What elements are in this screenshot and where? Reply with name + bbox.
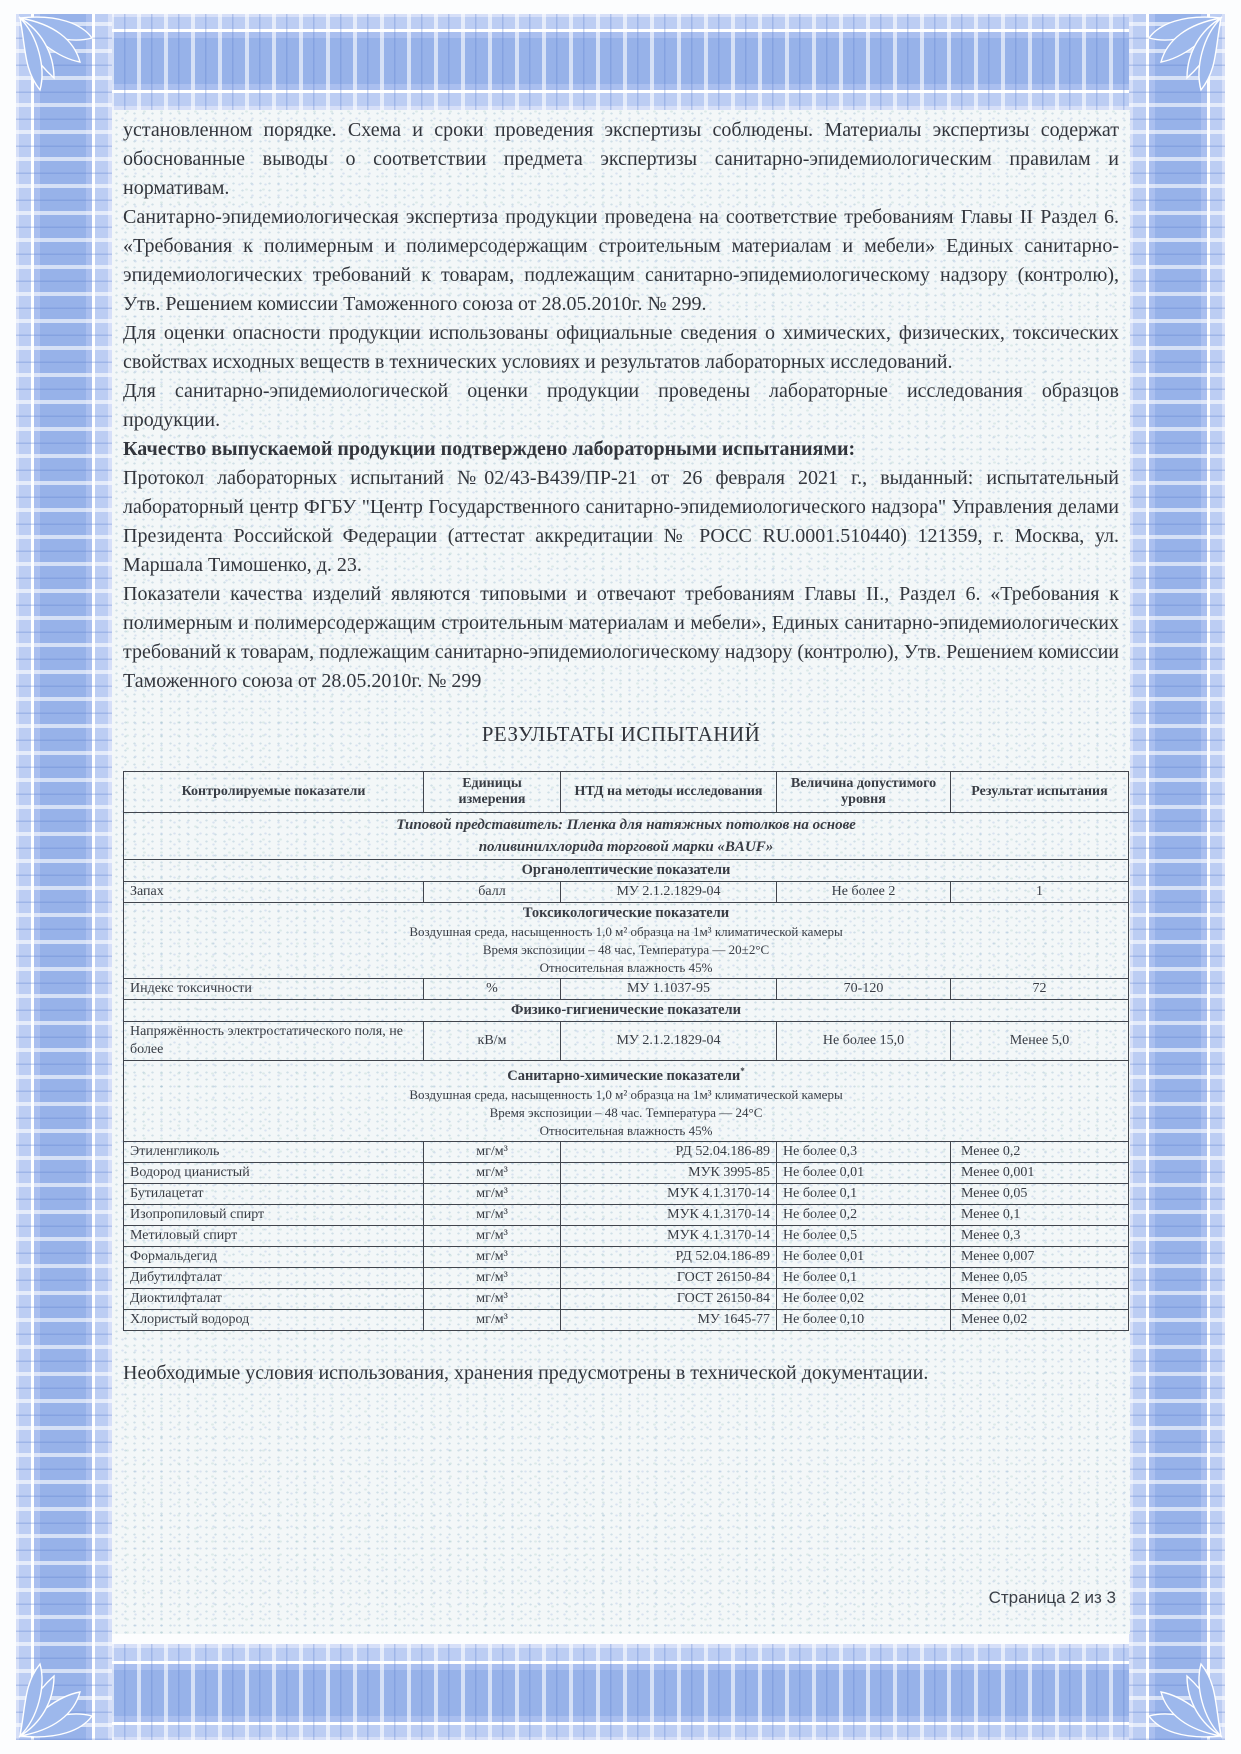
- table-row: [124, 1162, 1129, 1183]
- section-row: [124, 860, 1129, 882]
- section-row: [124, 1000, 1129, 1022]
- table-cell: Менее 0,3: [951, 1225, 1129, 1246]
- table-cell: мг/м³: [424, 1309, 561, 1330]
- table-row: [124, 1309, 1129, 1330]
- body-paragraph: Протокол лабораторных испытаний №02/43-В439/ПР-21 от 26 февраля 2021 г., выданный: испытательный лабораторный центр ФГБУ "Центр Государственного санитарно-эпидемиологического надзора" Управления делами Президента Российской Федерации (аттестат аккредитации № РОСС RU.0001.510440) 121359, г. Москва, ул. Маршала Тимошенко, д. 23.: [123, 467, 1119, 576]
- table-header-cell: Результат испытания: [951, 772, 1129, 813]
- section-note: Относительная влажность 45%: [539, 1122, 713, 1138]
- table-cell: Не более 0,5: [777, 1225, 951, 1246]
- table-cell: Хлористый водород: [124, 1309, 424, 1330]
- table-cell: Менее 0,007: [951, 1246, 1129, 1267]
- corner-flourish-icon: [1133, 1648, 1225, 1740]
- table-row: [124, 979, 1129, 1000]
- table-row: [124, 1183, 1129, 1204]
- border-band-top: [16, 14, 1225, 110]
- table-cell: %: [424, 979, 561, 1000]
- section-cell: [124, 903, 1129, 979]
- type-representative-row: [124, 813, 1129, 860]
- section-note: Время экспозиции – 48 час, Температура — 20±2°С: [482, 942, 770, 957]
- text-block: [112, 110, 1130, 1388]
- table-row: [124, 1288, 1129, 1309]
- table-cell: Индекс токсичности: [124, 979, 424, 1000]
- table-cell: Не более 0,1: [777, 1183, 951, 1204]
- table-cell: Не более 0,10: [777, 1309, 951, 1330]
- table-cell: Не более 0,01: [777, 1246, 951, 1267]
- table-cell: МУК 4.1.3170-14: [561, 1204, 777, 1225]
- results-table-body: [124, 813, 1129, 1331]
- table-cell: Не более 0,2: [777, 1204, 951, 1225]
- body-paragraph: Санитарно-эпидемиологическая экспертиза продукции проведена на соответствие требованиям Главы II Раздел 6. «Требования к полимерным и полимерсодержащим строительным материалам и мебели» Единых санитарно-эпидемиологических требований к товарам, подлежащим санитарно-эпидемиологическому надзору (контролю), Утв. Решением комиссии Таможенного союза от 28.05.2010г. № 299.: [123, 206, 1119, 315]
- table-row: [124, 882, 1129, 903]
- table-cell: Менее 0,2: [951, 1141, 1129, 1162]
- paragraph-block: [123, 116, 1119, 696]
- table-row: [124, 1267, 1129, 1288]
- table-cell: ГОСТ 26150-84: [561, 1288, 777, 1309]
- table-cell: 72: [951, 979, 1129, 1000]
- type-representative-cell: Типовой представитель: Пленка для натяжных потолков на основе поливинилхлорида торговой марки «BAUF»: [124, 813, 1129, 860]
- table-cell: мг/м³: [424, 1246, 561, 1267]
- table-cell: Формальдегид: [124, 1246, 424, 1267]
- table-row: [124, 1246, 1129, 1267]
- closing-paragraph: Необходимые условия использования, хранения предусмотрены в технической документации.: [123, 1361, 929, 1384]
- table-cell: Менее 0,02: [951, 1309, 1129, 1330]
- border-band-bottom: [16, 1644, 1225, 1740]
- table-cell: мг/м³: [424, 1267, 561, 1288]
- table-cell: Напряжённость электростатического поля, не более: [124, 1022, 424, 1061]
- section-cell: [124, 1061, 1129, 1142]
- table-cell: кВ/м: [424, 1022, 561, 1061]
- section-note: Время экспозиции – 48 час. Температура — 24°С: [489, 1104, 763, 1120]
- table-cell: Менее 0,05: [951, 1267, 1129, 1288]
- page-number: Страница 2 из 3: [988, 1588, 1116, 1607]
- results-table-head: [124, 772, 1129, 813]
- table-header-row: [124, 772, 1129, 813]
- table-cell: МУК 4.1.3170-14: [561, 1225, 777, 1246]
- table-header-cell: Величина допустимого уровня: [777, 772, 951, 813]
- table-cell: Бутилацетат: [124, 1183, 424, 1204]
- table-cell: Не более 0,1: [777, 1267, 951, 1288]
- corner-flourish-icon: [1133, 14, 1225, 106]
- table-cell: МУ 1645-77: [561, 1309, 777, 1330]
- table-row: [124, 1225, 1129, 1246]
- results-title: РЕЗУЛЬТАТЫ ИСПЫТАНИЙ: [481, 722, 761, 746]
- table-cell: Дибутилфталат: [124, 1267, 424, 1288]
- border-band-right: [1129, 14, 1225, 1740]
- table-cell: мг/м³: [424, 1225, 561, 1246]
- table-row: [124, 1204, 1129, 1225]
- table-header-cell: Контролируемые показатели: [124, 772, 424, 813]
- table-cell: 1: [951, 882, 1129, 903]
- table-cell: Не более 0,3: [777, 1141, 951, 1162]
- table-cell: мг/м³: [424, 1204, 561, 1225]
- table-cell: МУ 1.1037-95: [561, 979, 777, 1000]
- table-cell: Этиленгликоль: [124, 1141, 424, 1162]
- table-cell: Не более 2: [777, 882, 951, 903]
- table-cell: Не более 0,02: [777, 1288, 951, 1309]
- body-paragraph: Показатели качества изделий являются типовыми и отвечают требованиям Главы II., Раздел 6. «Требования к полимерным и полимерсодержащим строительным материалам и мебели», Единых санитарно-эпидемиологических требований к товарам, подлежащим санитарно-эпидемиологическому надзору (контролю), Утв. Решением комиссии Таможенного союза от 28.05.2010г. № 299: [123, 583, 1119, 692]
- table-cell: Запах: [124, 882, 424, 903]
- table-cell: МУ 2.1.2.1829-04: [561, 1022, 777, 1061]
- table-header-cell: Единицы измерения: [424, 772, 561, 813]
- border-band-left: [16, 14, 112, 1740]
- table-cell: РД 52.04.186-89: [561, 1246, 777, 1267]
- table-cell: Метиловый спирт: [124, 1225, 424, 1246]
- body-paragraph: установленном порядке. Схема и сроки проведения экспертизы соблюдены. Материалы экспертизы содержат обоснованные выводы о соответствии предмета экспертизы санитарно-эпидемиологическим правилам и нормативам.: [123, 119, 1119, 199]
- section-cell: [124, 860, 1129, 882]
- section-title: Физико-гигиенические показатели: [511, 1002, 741, 1018]
- section-title: Токсикологические показатели: [522, 905, 730, 921]
- table-cell: МУК 4.1.3170-14: [561, 1183, 777, 1204]
- lead-bold-paragraph: Качество выпускаемой продукции подтверждено лабораторными испытаниями:: [123, 438, 856, 460]
- table-cell: Менее 5,0: [951, 1022, 1129, 1061]
- table-cell: мг/м³: [424, 1183, 561, 1204]
- section-title: Органолептические показатели: [521, 862, 731, 878]
- section-row: [124, 1061, 1129, 1142]
- table-cell: Не более 0,01: [777, 1162, 951, 1183]
- table-cell: Менее 0,001: [951, 1162, 1129, 1183]
- table-cell: Менее 0,05: [951, 1183, 1129, 1204]
- table-cell: РД 52.04.186-89: [561, 1141, 777, 1162]
- corner-flourish-icon: [16, 14, 108, 106]
- table-cell: мг/м³: [424, 1162, 561, 1183]
- table-cell: Изопропиловый спирт: [124, 1204, 424, 1225]
- body-paragraph: Для санитарно-эпидемиологической оценки продукции проведены лабораторные исследования образцов продукции.: [123, 380, 1119, 431]
- section-note: Воздушная среда, насыщенность 1,0 м² образца на 1м³ климатической камеры: [409, 1086, 843, 1102]
- section-note: Относительная влажность 45%: [539, 960, 713, 975]
- section-title: Санитарно-химические показатели*: [507, 1066, 745, 1084]
- table-cell: Не более 15,0: [777, 1022, 951, 1061]
- table-cell: 70-120: [777, 979, 951, 1000]
- table-row: [124, 1141, 1129, 1162]
- table-header-cell: НТД на методы исследования: [561, 772, 777, 813]
- body-paragraph: Для оценки опасности продукции использованы официальные сведения о химических, физических, токсических свойствах исходных веществ в технических условиях и результатов лабораторных исследований.: [123, 322, 1119, 373]
- table-row: [124, 1022, 1129, 1061]
- table-cell: балл: [424, 882, 561, 903]
- results-table: [123, 771, 1129, 1331]
- table-cell: Водород цианистый: [124, 1162, 424, 1183]
- section-row: [124, 903, 1129, 979]
- table-cell: Менее 0,1: [951, 1204, 1129, 1225]
- table-cell: ГОСТ 26150-84: [561, 1267, 777, 1288]
- table-cell: Диоктилфталат: [124, 1288, 424, 1309]
- table-cell: МУ 2.1.2.1829-04: [561, 882, 777, 903]
- table-cell: мг/м³: [424, 1288, 561, 1309]
- corner-flourish-icon: [16, 1648, 108, 1740]
- section-cell: [124, 1000, 1129, 1022]
- table-cell: Менее 0,01: [951, 1288, 1129, 1309]
- table-cell: МУК 3995-85: [561, 1162, 777, 1183]
- table-cell: мг/м³: [424, 1141, 561, 1162]
- content-area: [112, 110, 1130, 1634]
- section-note: Воздушная среда, насыщенность 1,0 м² образца на 1м³ климатической камеры: [409, 924, 843, 939]
